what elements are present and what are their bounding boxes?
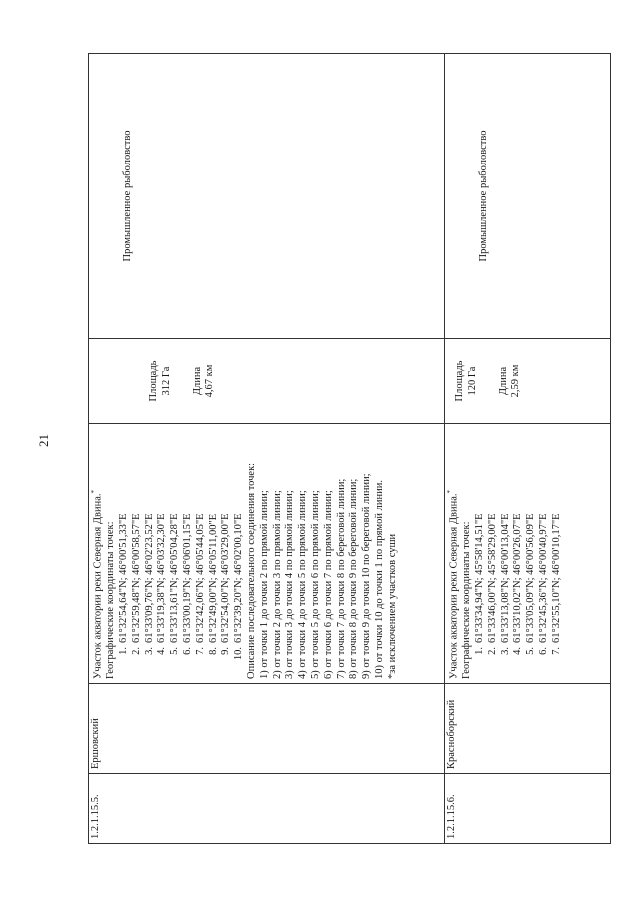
usage-type: Промышленное рыболовство [478, 130, 489, 262]
point-number: 7. [194, 647, 206, 655]
point-coordinates: 61°32'42,06"N; 46°05'44,05"E [194, 513, 206, 643]
point-coordinates: 61°33'10,02"N; 46°00'26,07"E [512, 513, 524, 643]
list-item [195, 428, 208, 679]
list-item: 9) от точки 9 до точки 10 по береговой линии; [361, 473, 373, 679]
point-number: 3. [143, 647, 155, 655]
usage-type: Промышленное рыболовство [122, 130, 133, 262]
list-item [487, 428, 500, 679]
list-item: 2) от точки 2 до точки 3 по прямой линии; [271, 490, 283, 679]
point-coordinates: 61°32'49,00"N; 46°05'11,00"E [207, 513, 219, 643]
area-title-line [90, 428, 105, 679]
list-item [182, 428, 195, 679]
area-label: Площадь [454, 360, 465, 402]
point-coordinates: 61°32'55,10"N; 46°00'10,17"E [550, 513, 562, 643]
connection-label: Описание последовательного соединения точек: [246, 462, 258, 679]
area-size-cell [445, 339, 611, 424]
area-value: 312 Га [160, 366, 172, 396]
footnote-mark: * [446, 490, 454, 494]
point-coordinates: 61°32'54,00"N; 46°03'29,00"E [220, 513, 232, 643]
list-item [156, 428, 169, 679]
point-coordinates: 61°33'00,19"N; 46°06'01,15"E [182, 513, 194, 643]
list-item: 5) от точки 5 до точки 6 по прямой линии; [310, 490, 322, 679]
usage-cell [445, 54, 611, 339]
table-row [445, 54, 611, 844]
table-row [89, 54, 445, 844]
list-item: 10) от точки 10 до точки 1 по прямой линии. [374, 480, 386, 679]
point-coordinates: 61°33'46,00"N; 45°58'29,00"E [486, 513, 498, 643]
point-coordinates: 61°32'45,36"N; 46°00'40,97"E [538, 513, 550, 643]
point-coordinates: 61°33'19,38"N; 46°03'32,30"E [156, 513, 168, 643]
list-item [144, 428, 157, 679]
point-number: 2. [130, 647, 142, 655]
area-label: Площадь [148, 360, 159, 402]
list-item: 6) от точки 6 до точки 7 по прямой линии; [322, 490, 334, 679]
district-name: Красноборский [445, 684, 611, 774]
fishing-areas-table-sheet [88, 54, 610, 844]
point-coordinates: 61°33'13,61"N; 46°05'04,28"E [169, 513, 181, 643]
list-item [169, 428, 182, 679]
length-label: Длина [497, 366, 509, 396]
fishing-areas-table [88, 53, 611, 844]
point-number: 4. [156, 647, 168, 655]
point-number: 1. [118, 647, 130, 655]
list-item [551, 428, 564, 679]
point-number: 5. [169, 647, 181, 655]
list-item: 8) от точки 8 до точки 9 по береговой линии; [348, 478, 360, 679]
area-title: Участок акватории реки Северная Двина. [92, 493, 104, 679]
point-number: 5. [525, 647, 537, 655]
point-coordinates: 61°33'13,08"N; 46°00'13,04"E [499, 513, 511, 643]
point-number: 2. [486, 647, 498, 655]
list-item [525, 428, 538, 679]
point-number: 6. [538, 647, 550, 655]
point-coordinates: 61°33'05,09"N; 46°00'56,09"E [525, 513, 537, 643]
point-number: 4. [512, 647, 524, 655]
list-item [208, 428, 221, 679]
point-coordinates: 61°32'59,48"N; 46°00'58,57"E [130, 513, 142, 643]
point-number: 8. [207, 647, 219, 655]
coords-label: Географические координаты точек: [461, 521, 473, 679]
coords-label: Географические координаты точек: [105, 521, 117, 679]
point-number: 1. [474, 647, 486, 655]
row-code: 1.2.1.15.6. [445, 774, 611, 844]
area-value: 120 Га [466, 366, 478, 396]
list-item [220, 428, 233, 679]
points-list [118, 428, 246, 679]
list-item [538, 428, 551, 679]
list-item [233, 428, 246, 679]
list-item [500, 428, 513, 679]
point-number: 6. [182, 647, 194, 655]
point-coordinates: 61°32'39,20"N; 46°02'00,10"E [233, 513, 245, 643]
point-coordinates: 61°33'09,76"N; 46°02'23,52"E [143, 513, 155, 643]
point-coordinates: 61°33'34,94"N; 45°58'14,51"E [474, 513, 486, 643]
area-description [445, 424, 611, 684]
point-number: 7. [550, 647, 562, 655]
area-description [89, 424, 445, 684]
list-item: 4) от точки 4 до точки 5 по прямой линии; [297, 490, 309, 679]
list-item: 7) от точки 7 до точки 8 по береговой линии; [335, 478, 347, 679]
area-size-cell [89, 339, 445, 424]
page-number: 21 [36, 434, 51, 447]
point-number: 3. [499, 647, 511, 655]
exclusion-note: *за исключением участков суши [386, 533, 398, 679]
list-item [131, 428, 144, 679]
row-code: 1.2.1.15.5. [89, 774, 445, 844]
length-label: Длина [191, 366, 203, 396]
area-title: Участок акватории реки Северная Двина. [448, 493, 460, 679]
connections-list [259, 428, 387, 679]
length-value: 4,67 км [204, 364, 216, 398]
list-item: 3) от точки 3 до точки 4 по прямой линии; [284, 490, 296, 679]
district-name: Ершовский [89, 684, 445, 774]
points-list [474, 428, 564, 679]
point-coordinates: 61°32'54,64"N; 46°00'51,33"E [118, 513, 130, 643]
list-item [118, 428, 131, 679]
point-number: 9. [220, 647, 232, 655]
list-item [512, 428, 525, 679]
list-item: 1) от точки 1 до точки 2 по прямой линии; [258, 490, 270, 679]
area-title-line [446, 428, 461, 679]
footnote-mark: * [90, 490, 98, 494]
length-value: 2,59 км [510, 364, 522, 398]
point-number: 10. [233, 647, 245, 661]
list-item [474, 428, 487, 679]
usage-cell [89, 54, 445, 339]
